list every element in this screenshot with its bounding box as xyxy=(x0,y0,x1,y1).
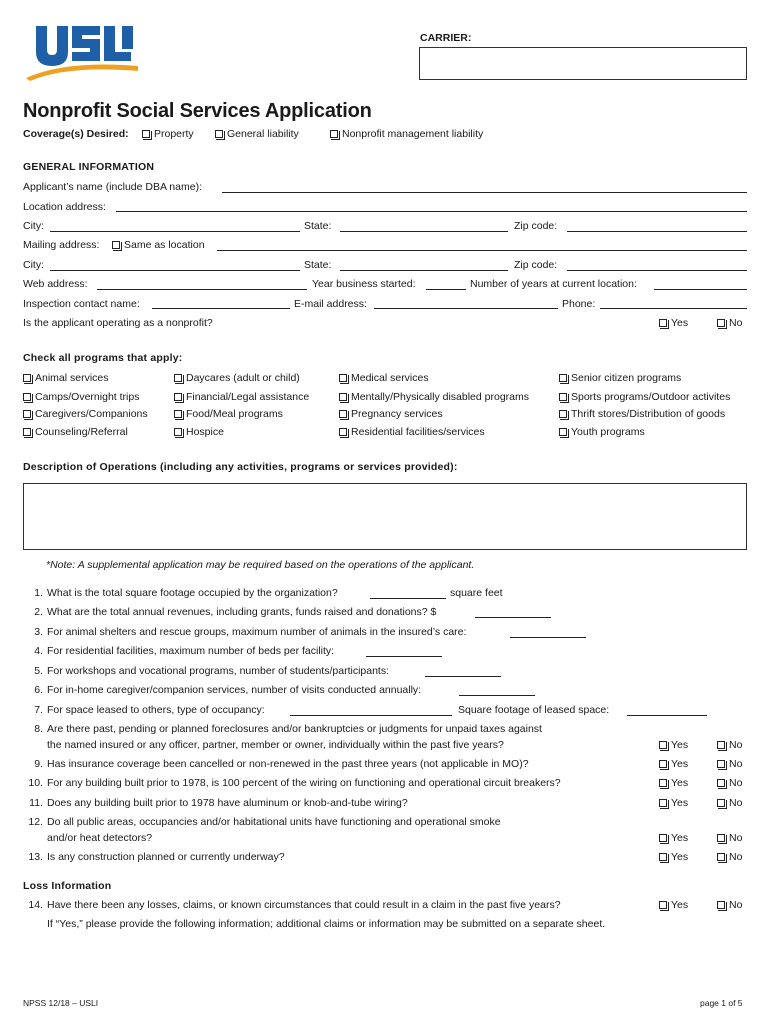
loss-heading: Loss Information xyxy=(23,880,112,892)
program-item[interactable]: Camps/Overnight trips xyxy=(23,391,139,403)
question-7: 7. For space leased to others, type of occupancy: xyxy=(34,704,265,716)
years-at-location-field[interactable] xyxy=(654,289,747,290)
q9-no[interactable]: No xyxy=(717,758,742,770)
question-6: 6. For in-home caregiver/companion services, number of visits conducted annually: xyxy=(34,684,422,696)
mailing-address-label: Mailing address: xyxy=(23,239,100,251)
q7-field[interactable] xyxy=(290,715,452,716)
program-item[interactable]: Financial/Legal assistance xyxy=(174,391,309,403)
q13-no[interactable]: No xyxy=(717,851,742,863)
general-info-heading: GENERAL INFORMATION xyxy=(23,161,155,173)
coverage-general-liability[interactable]: General liability xyxy=(215,128,299,140)
checkbox-icon[interactable] xyxy=(659,779,667,787)
checkbox-icon[interactable] xyxy=(717,779,725,787)
program-item[interactable]: Caregivers/Companions xyxy=(23,408,148,420)
q10-yes[interactable]: Yes xyxy=(659,777,688,789)
coverage-label: Coverage(s) Desired: xyxy=(23,128,129,140)
nonprofit-yes[interactable]: Yes xyxy=(659,317,688,329)
mailing-state-field[interactable] xyxy=(340,270,508,271)
state-label: State: xyxy=(304,220,332,232)
checkbox-icon[interactable] xyxy=(142,130,150,138)
program-item[interactable]: Pregnancy services xyxy=(339,408,443,420)
coverage-property[interactable]: Property xyxy=(142,128,194,140)
checkbox-icon[interactable] xyxy=(559,374,567,382)
program-item[interactable]: Hospice xyxy=(174,426,224,438)
mailing-city-label: City: xyxy=(23,259,44,271)
inspection-contact-field[interactable] xyxy=(152,308,290,309)
checkbox-icon[interactable] xyxy=(339,374,347,382)
carrier-label: CARRIER: xyxy=(420,32,472,44)
state-field[interactable] xyxy=(340,231,508,232)
checkbox-icon[interactable] xyxy=(174,393,182,401)
checkbox-icon[interactable] xyxy=(717,799,725,807)
mailing-zip-label: Zip code: xyxy=(514,259,558,271)
checkbox-icon[interactable] xyxy=(659,741,667,749)
checkbox-icon[interactable] xyxy=(717,319,725,327)
usli-logo xyxy=(22,20,142,82)
q14-note: If “Yes,” please provide the following information; additional claims or information may be submitted on a separate sheet. xyxy=(47,918,606,930)
checkbox-icon[interactable] xyxy=(659,853,667,861)
q7b-label: Square footage of leased space: xyxy=(458,704,610,716)
q14-no[interactable]: No xyxy=(717,899,742,911)
checkbox-icon[interactable] xyxy=(559,393,567,401)
question-11: 11. Does any building built prior to 1978 have aluminum or knob-and-tube wiring? xyxy=(29,797,408,809)
question-8: 8. Are there past, pending or planned foreclosures and/or bankruptcies or judgments for unpaid taxes against xyxy=(34,723,542,735)
program-item[interactable]: Mentally/Physically disabled programs xyxy=(339,391,529,403)
inspection-contact-label: Inspection contact name: xyxy=(23,298,140,310)
program-item[interactable]: Food/Meal programs xyxy=(174,408,283,420)
q12-no[interactable]: No xyxy=(717,832,742,844)
mailing-city-field[interactable] xyxy=(50,270,300,271)
checkbox-icon[interactable] xyxy=(659,834,667,842)
q7b-field[interactable] xyxy=(627,715,707,716)
year-started-label: Year business started: xyxy=(312,278,416,290)
q1-unit: square feet xyxy=(450,587,503,599)
checkbox-icon[interactable] xyxy=(339,410,347,418)
programs-heading: Check all programs that apply: xyxy=(23,352,183,364)
web-address-label: Web address: xyxy=(23,278,88,290)
q11-yes[interactable]: Yes xyxy=(659,797,688,809)
program-item[interactable]: Residential facilities/services xyxy=(339,426,485,438)
q9-yes[interactable]: Yes xyxy=(659,758,688,770)
question-5: 5. For workshops and vocational programs, number of students/participants: xyxy=(34,665,390,677)
email-field[interactable] xyxy=(374,308,558,309)
program-item[interactable]: Senior citizen programs xyxy=(559,372,681,384)
program-item[interactable]: Animal services xyxy=(23,372,109,384)
q4-field[interactable] xyxy=(366,656,442,657)
question-8-line2: the named insured or any officer, partner, member or owner, individually within the past five years? xyxy=(47,739,504,751)
program-item[interactable]: Medical services xyxy=(339,372,429,384)
question-4: 4. For residential facilities, maximum number of beds per facility: xyxy=(34,645,335,657)
carrier-field[interactable] xyxy=(419,47,747,80)
program-item[interactable]: Daycares (adult or child) xyxy=(174,372,300,384)
program-item[interactable]: Thrift stores/Distribution of goods xyxy=(559,408,725,420)
q1-field[interactable] xyxy=(370,598,446,599)
question-9: 9. Has insurance coverage been cancelled or non-renewed in the past three years (not applicable in MO)? xyxy=(34,758,529,770)
web-address-field[interactable] xyxy=(97,289,307,290)
checkbox-icon[interactable] xyxy=(559,428,567,436)
question-2: 2. What are the total annual revenues, including grants, funds raised and donations? $ xyxy=(34,606,437,618)
checkbox-icon[interactable] xyxy=(174,410,182,418)
question-3: 3. For animal shelters and rescue groups, maximum number of animals in the insured’s care: xyxy=(34,626,467,638)
checkbox-icon[interactable] xyxy=(659,901,667,909)
nonprofit-question: Is the applicant operating as a nonprofit? xyxy=(23,317,213,329)
same-as-location-option[interactable]: Same as location xyxy=(112,239,205,251)
checkbox-icon[interactable] xyxy=(717,853,725,861)
nonprofit-no[interactable]: No xyxy=(717,317,742,329)
email-label: E-mail address: xyxy=(294,298,367,310)
checkbox-icon[interactable] xyxy=(339,428,347,436)
checkbox-icon[interactable] xyxy=(330,130,338,138)
checkbox-icon[interactable] xyxy=(112,241,120,249)
checkbox-icon[interactable] xyxy=(717,834,725,842)
checkbox-icon[interactable] xyxy=(659,799,667,807)
question-12: 12. Do all public areas, occupancies and/or habitational units have functioning and operational smoke xyxy=(28,816,501,828)
mailing-address-field[interactable] xyxy=(217,250,747,251)
q2-field[interactable] xyxy=(475,617,551,618)
q6-field[interactable] xyxy=(459,695,535,696)
city-label: City: xyxy=(23,220,44,232)
city-field[interactable] xyxy=(50,231,300,232)
checkbox-icon[interactable] xyxy=(717,901,725,909)
coverage-nonprofit-management[interactable]: Nonprofit management liability xyxy=(330,128,483,140)
checkbox-icon[interactable] xyxy=(717,760,725,768)
checkbox-icon[interactable] xyxy=(23,374,31,382)
q13-yes[interactable]: Yes xyxy=(659,851,688,863)
years-at-location-label: Number of years at current location: xyxy=(470,278,637,290)
q14-yes[interactable]: Yes xyxy=(659,899,688,911)
q10-no[interactable]: No xyxy=(717,777,742,789)
checkbox-icon[interactable] xyxy=(23,410,31,418)
checkbox-icon[interactable] xyxy=(339,393,347,401)
location-address-label: Location address: xyxy=(23,201,106,213)
zip-label: Zip code: xyxy=(514,220,558,232)
mailing-zip-field[interactable] xyxy=(567,270,747,271)
checkbox-icon[interactable] xyxy=(174,428,182,436)
q5-field[interactable] xyxy=(425,676,501,677)
phone-label: Phone: xyxy=(562,298,596,310)
q8-no[interactable]: No xyxy=(717,739,742,751)
zip-field[interactable] xyxy=(567,231,747,232)
applicant-name-field[interactable] xyxy=(222,192,747,193)
question-12-line2: and/or heat detectors? xyxy=(47,832,153,844)
checkbox-icon[interactable] xyxy=(717,741,725,749)
question-10: 10. For any building built prior to 1978, is 100 percent of the wiring on functioning and operational circuit breakers? xyxy=(28,777,561,789)
q8-yes[interactable]: Yes xyxy=(659,739,688,751)
checkbox-icon[interactable] xyxy=(559,410,567,418)
q3-field[interactable] xyxy=(510,637,586,638)
supplemental-note: *Note: A supplemental application may be required based on the operations of the applicant. xyxy=(46,559,475,571)
page-number: page 1 of 5 xyxy=(700,998,743,1008)
q12-yes[interactable]: Yes xyxy=(659,832,688,844)
question-14: 14. Have there been any losses, claims, or known circumstances that could result in a claim in the past five years? xyxy=(28,899,561,911)
checkbox-icon[interactable] xyxy=(23,428,31,436)
q11-no[interactable]: No xyxy=(717,797,742,809)
question-1: 1. What is the total square footage occupied by the organization? xyxy=(34,587,338,599)
checkbox-icon[interactable] xyxy=(659,760,667,768)
checkbox-icon[interactable] xyxy=(215,130,223,138)
program-item[interactable]: Counseling/Referral xyxy=(23,426,128,438)
question-13: 13. Is any construction planned or currently underway? xyxy=(28,851,285,863)
applicant-name-label: Applicant’s name (include DBA name): xyxy=(23,181,202,193)
description-heading: Description of Operations (including any activities, programs or services provided): xyxy=(23,461,458,473)
mailing-state-label: State: xyxy=(304,259,332,271)
checkbox-icon[interactable] xyxy=(174,374,182,382)
checkbox-icon[interactable] xyxy=(659,319,667,327)
checkbox-icon[interactable] xyxy=(23,393,31,401)
page-title: Nonprofit Social Services Application xyxy=(23,100,372,122)
year-started-field[interactable] xyxy=(426,289,466,290)
form-id: NPSS 12/18 – USLI xyxy=(23,998,99,1008)
location-address-field[interactable] xyxy=(116,211,747,212)
phone-field[interactable] xyxy=(600,308,747,309)
program-item[interactable]: Sports programs/Outdoor activites xyxy=(559,391,730,403)
description-field[interactable] xyxy=(23,483,747,550)
program-item[interactable]: Youth programs xyxy=(559,426,645,438)
